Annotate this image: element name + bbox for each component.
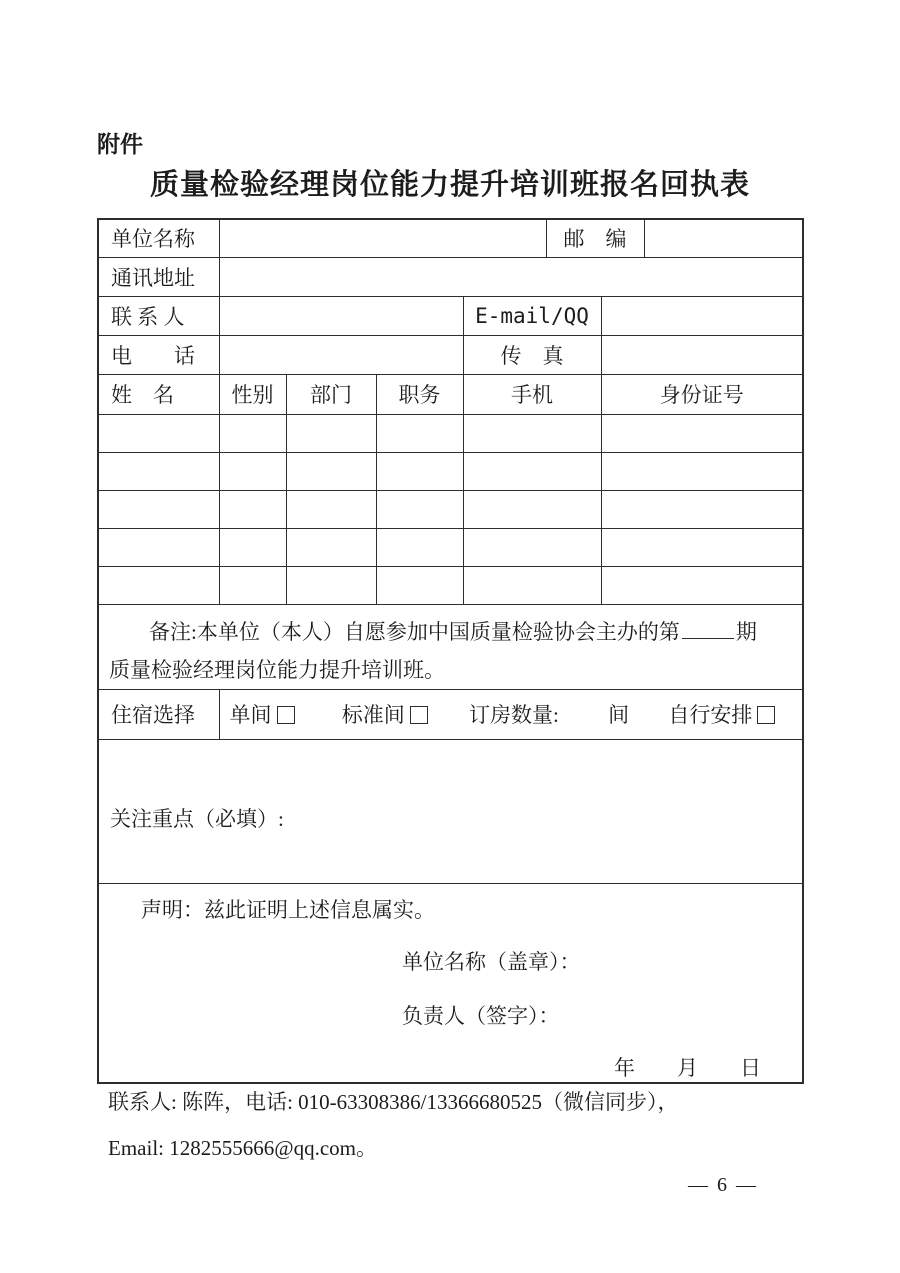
roster-position-header: 职务 — [376, 374, 463, 414]
phone-row — [98, 335, 803, 374]
remark-cell — [98, 604, 803, 689]
roster-cell — [219, 566, 286, 604]
roster-cell — [219, 490, 286, 528]
focus-cell — [98, 739, 803, 883]
email-qq-value-cell — [601, 296, 803, 335]
roster-row — [98, 490, 803, 528]
roster-cell — [98, 490, 219, 528]
roster-cell — [376, 528, 463, 566]
roster-cell — [601, 490, 803, 528]
roster-row — [98, 414, 803, 452]
roster-row — [98, 528, 803, 566]
focus-row — [98, 739, 803, 883]
roster-header-row — [98, 374, 803, 414]
roster-cell — [219, 452, 286, 490]
contact-row — [98, 296, 803, 335]
address-label: 通讯地址 — [98, 257, 219, 296]
booking-qty-unit-label: 间 — [608, 703, 630, 727]
phone-value-cell — [219, 335, 463, 374]
unit-name-row — [98, 219, 803, 257]
roster-row — [98, 566, 803, 604]
focus-label: 关注重点（必填）: — [110, 807, 284, 831]
postal-code-label: 邮 编 — [546, 219, 644, 257]
remark-line1-suffix: 期 — [735, 619, 757, 644]
declaration-row — [98, 883, 803, 1083]
fax-value-cell — [601, 335, 803, 374]
self-arrange-option — [668, 703, 775, 727]
roster-id-header: 身份证号 — [601, 374, 803, 414]
footer-contact-line: 联系人: 陈阵，电话: 010-63308386/13366680525（微信同步）， — [108, 1090, 679, 1114]
registration-table — [97, 218, 804, 1084]
roster-cell — [463, 566, 601, 604]
roster-cell — [376, 566, 463, 604]
roster-cell — [463, 528, 601, 566]
single-room-option — [230, 703, 295, 727]
page-number: — 6 — — [688, 1174, 758, 1196]
roster-department-header: 部门 — [286, 374, 376, 414]
standard-room-checkbox-icon — [410, 706, 428, 724]
roster-cell — [463, 414, 601, 452]
booking-qty-label: 订房数量: — [469, 703, 559, 727]
roster-cell — [286, 490, 376, 528]
roster-cell — [98, 414, 219, 452]
roster-cell — [601, 452, 803, 490]
declaration-unit-seal-label: 单位名称（盖章）： — [402, 949, 581, 974]
contact-person-value-cell — [219, 296, 463, 335]
roster-mobile-header: 手机 — [463, 374, 601, 414]
remark-blank-underline — [682, 618, 734, 639]
roster-cell — [219, 528, 286, 566]
roster-cell — [376, 452, 463, 490]
declaration-statement: 声明：兹此证明上述信息属实。 — [141, 897, 435, 922]
self-arrange-checkbox-icon — [757, 706, 775, 724]
declaration-signer-label: 负责人（签字）： — [402, 1003, 560, 1028]
unit-name-label: 单位名称 — [98, 219, 219, 257]
footer-email-line: Email: 1282555666@qq.com。 — [108, 1136, 377, 1160]
page-title: 质量检验经理岗位能力提升培训班报名回执表 — [149, 169, 750, 201]
standard-room-option — [342, 703, 428, 727]
remark-line2: 质量检验经理岗位能力提升培训班。 — [109, 657, 445, 682]
roster-cell — [286, 528, 376, 566]
roster-cell — [98, 566, 219, 604]
roster-name-header: 姓 名 — [98, 374, 219, 414]
accommodation-options-cell — [219, 689, 803, 739]
roster-cell — [601, 414, 803, 452]
postal-code-value-cell — [644, 219, 803, 257]
self-arrange-label: 自行安排 — [668, 703, 753, 727]
declaration-cell — [98, 883, 803, 1083]
phone-label: 电 话 — [98, 335, 219, 374]
roster-gender-header: 性别 — [219, 374, 286, 414]
standard-room-label: 标准间 — [341, 703, 405, 727]
fax-label: 传 真 — [463, 335, 601, 374]
unit-name-value-cell — [219, 219, 546, 257]
roster-cell — [98, 528, 219, 566]
roster-cell — [98, 452, 219, 490]
single-room-label: 单间 — [229, 703, 272, 727]
declaration-date-line: 年 月 日 — [614, 1055, 761, 1080]
email-qq-label: E-mail/QQ — [463, 296, 601, 335]
address-value-cell — [219, 257, 803, 296]
remark-line1-prefix: 备注:本单位（本人）自愿参加中国质量检验协会主办的第 — [149, 619, 680, 644]
roster-cell — [463, 490, 601, 528]
remark-line1 — [109, 613, 792, 651]
roster-cell — [376, 414, 463, 452]
roster-row — [98, 452, 803, 490]
roster-cell — [286, 452, 376, 490]
roster-cell — [219, 414, 286, 452]
roster-cell — [286, 414, 376, 452]
roster-cell — [376, 490, 463, 528]
remark-row — [98, 604, 803, 689]
attachment-label: 附件 — [97, 131, 143, 157]
single-room-checkbox-icon — [277, 706, 295, 724]
address-row — [98, 257, 803, 296]
roster-cell — [286, 566, 376, 604]
roster-cell — [601, 528, 803, 566]
roster-cell — [601, 566, 803, 604]
accommodation-label: 住宿选择 — [98, 689, 219, 739]
roster-cell — [463, 452, 601, 490]
contact-person-label: 联 系 人 — [98, 296, 219, 335]
accommodation-row — [98, 689, 803, 739]
